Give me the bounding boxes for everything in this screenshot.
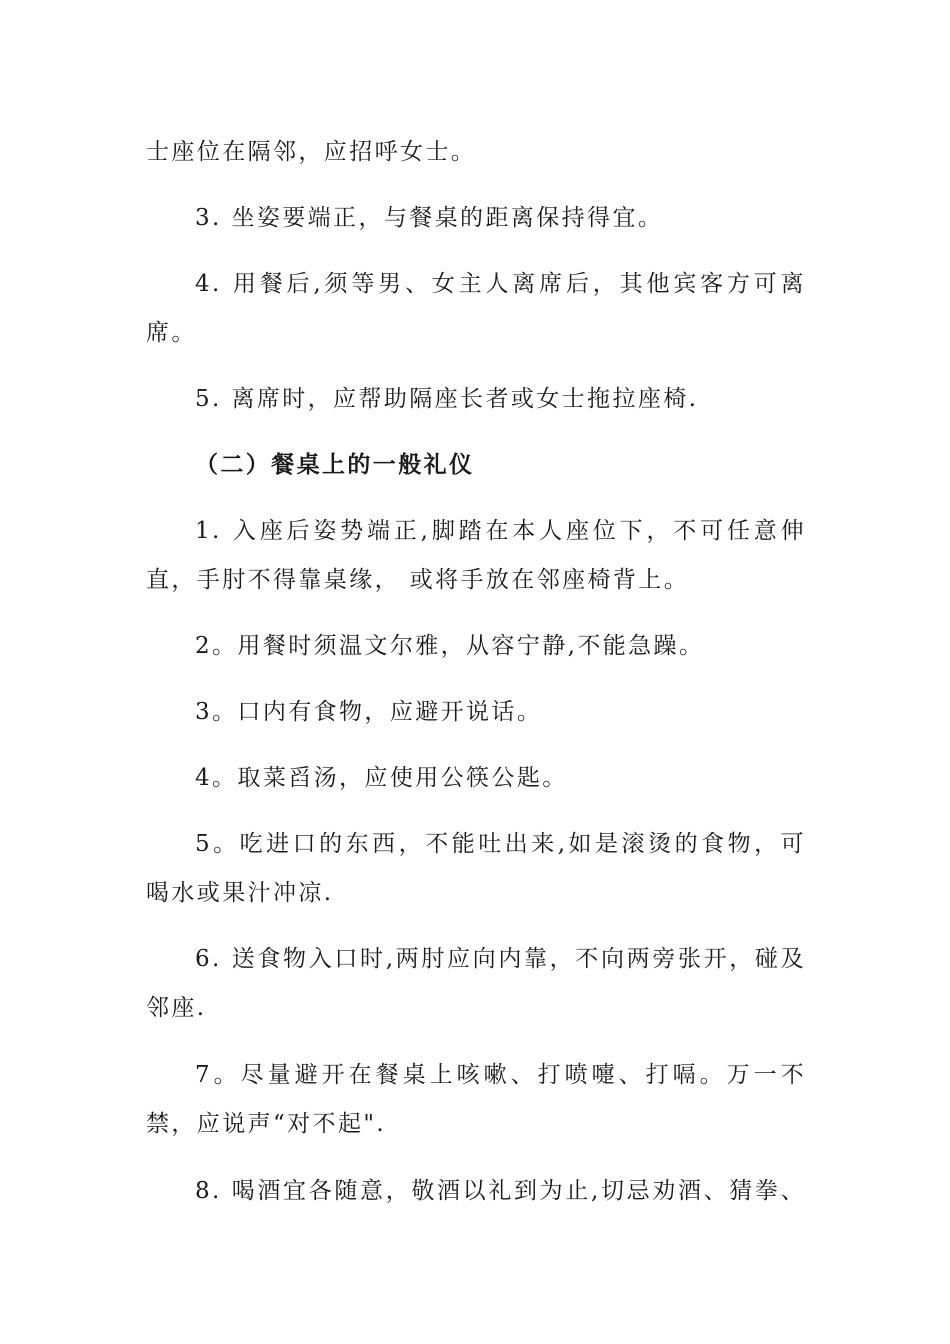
text-line: 1. 入座后姿势端正,脚踏在本人座位下，不可任意伸	[195, 518, 806, 544]
text-line: 3. 坐姿要端正，与餐桌的距离保持得宜。	[195, 205, 664, 231]
section-heading: （二）餐桌上的一般礼仪	[195, 452, 475, 478]
text-line: 8. 喝酒宜各随意，敬酒以礼到为止,切忌劝酒、猜拳、	[195, 1178, 806, 1204]
text-line: 直，手肘不得靠桌缘， 或将手放在邻座椅背上。	[146, 567, 690, 593]
text-line: 4。取菜舀汤，应使用公筷公匙。	[195, 765, 568, 791]
text-line: 邻座.	[146, 995, 207, 1021]
text-line: 6. 送食物入口时,两肘应向内靠，不向两旁张开，碰及	[195, 946, 806, 972]
text-line: 2。用餐时须温文尔雅，从容宁静,不能急躁。	[195, 633, 705, 659]
text-line: 5. 离席时，应帮助隔座长者或女士拖拉座椅.	[195, 386, 699, 412]
text-line: 4. 用餐后,须等男、女主人离席后，其他宾客方可离	[195, 271, 806, 297]
text-line: 7。尽量避开在餐桌上咳嗽、打喷嚏、打嗝。万一不	[195, 1062, 806, 1088]
text-line: 喝水或果汁冲凉.	[146, 880, 334, 906]
text-line: 5。吃进口的东西，不能吐出来,如是滚烫的食物，可	[195, 831, 806, 857]
text-line: 3。口内有食物，应避开说话。	[195, 699, 543, 725]
text-line: 士座位在隔邻，应招呼女士。	[146, 139, 477, 165]
text-line: 禁，应说声“对不起".	[146, 1111, 387, 1137]
text-line: 席。	[146, 320, 197, 346]
